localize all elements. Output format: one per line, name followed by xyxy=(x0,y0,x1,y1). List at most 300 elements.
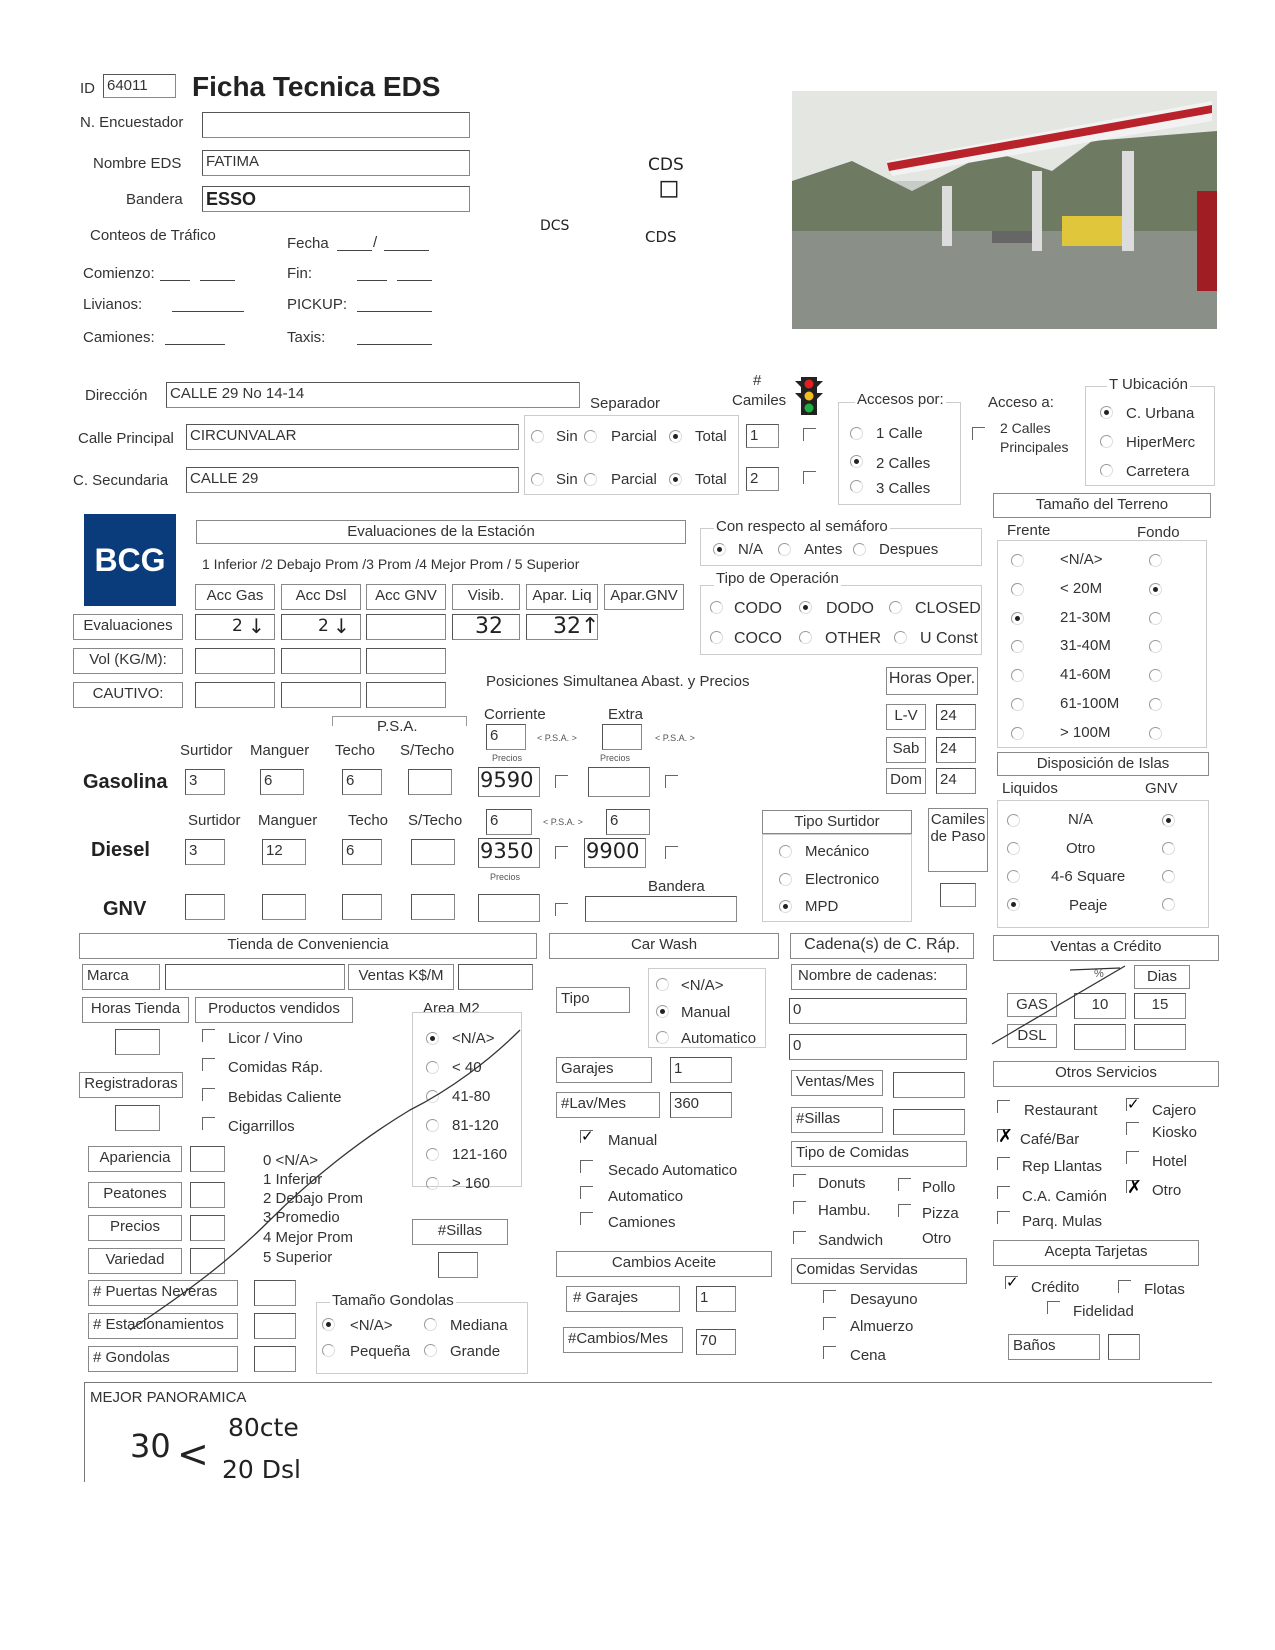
cambios-field[interactable]: 70 xyxy=(696,1329,736,1355)
secado-label: Secado Automatico xyxy=(608,1162,738,1179)
terreno-option-label: <N/A> xyxy=(1060,551,1103,568)
frente-radio-3[interactable] xyxy=(1011,640,1024,653)
acceso-2-calles-radio[interactable] xyxy=(850,455,863,468)
camion-label: C.A. Camión xyxy=(1022,1188,1108,1205)
handwriting-cds-1: CDS xyxy=(648,155,684,175)
terreno-option-label: 41-60M xyxy=(1060,666,1111,683)
gondola-pequena-radio[interactable] xyxy=(322,1344,335,1357)
acc-gnv-cautivo-field[interactable] xyxy=(366,682,446,708)
scale-item: 5 Superior xyxy=(263,1249,333,1266)
kiosko-checkbox[interactable] xyxy=(1126,1122,1139,1135)
secado-checkbox[interactable] xyxy=(580,1160,593,1173)
credito-dsl-dias-field[interactable] xyxy=(1134,1024,1186,1050)
carwash-na-label: <N/A> xyxy=(681,977,724,994)
islas-square-label: 4-6 Square xyxy=(1051,868,1126,885)
extra-label: Extra xyxy=(608,706,644,723)
traffic-light-icon xyxy=(793,375,825,417)
note-20dsl: 20 Dsl xyxy=(222,1455,301,1484)
op-codo-radio[interactable] xyxy=(710,601,723,614)
gondola-pequena-label: Pequeña xyxy=(350,1343,411,1360)
otros-otro-label: Otro xyxy=(1152,1182,1182,1199)
note-30: 30 xyxy=(130,1427,171,1465)
carwash-automatico-cb-label: Automatico xyxy=(608,1188,684,1205)
gas-techo-field[interactable]: 6 xyxy=(342,769,382,795)
terreno-fondo-label: Fondo xyxy=(1137,524,1180,541)
notes-label: MEJOR PANORAMICA xyxy=(90,1389,247,1406)
nombre-eds-field[interactable]: FATIMA xyxy=(202,150,470,176)
handwritten-strike-line xyxy=(990,962,1130,1047)
terreno-option-label: > 100M xyxy=(1060,724,1111,741)
lav-field[interactable]: 360 xyxy=(670,1092,732,1118)
acc-gas-eval-value: 2 xyxy=(232,616,243,636)
bcg-logo: BCG xyxy=(84,514,176,606)
terreno-header: Tamaño del Terreno xyxy=(993,493,1211,518)
dsl-extra-checkbox[interactable] xyxy=(665,846,678,859)
area-option-label: > 160 xyxy=(452,1175,490,1192)
bandera-gnv-label: Bandera xyxy=(648,878,705,895)
ventas-km-field[interactable] xyxy=(458,964,533,990)
desayuno-label: Desayuno xyxy=(850,1291,918,1308)
horas-dom-label: Dom xyxy=(886,768,926,794)
ubicacion-hipermerc-radio[interactable] xyxy=(1100,435,1113,448)
surtidor-mpd-label: MPD xyxy=(805,898,839,915)
camiles-title: Camiles xyxy=(732,392,787,409)
sandwich-label: Sandwich xyxy=(818,1232,884,1249)
calle-principal-label: Calle Principal xyxy=(78,430,174,447)
islas-liq-square-radio[interactable] xyxy=(1007,870,1020,883)
hambu-label: Hambu. xyxy=(818,1202,871,1219)
diesel-label: Diesel xyxy=(91,839,150,861)
carwash-manual-checkbox[interactable]: ✓ xyxy=(581,1128,594,1145)
handwriting-box: ◻ xyxy=(658,173,680,203)
credito-gas-pct-field[interactable]: 10 xyxy=(1074,993,1126,1019)
gas-stecho-field[interactable] xyxy=(408,769,452,795)
carwash-automatico-checkbox[interactable] xyxy=(580,1186,593,1199)
credito-gas-dias-field[interactable]: 15 xyxy=(1134,993,1186,1019)
gas-psa-small-1: < P.S.A. > xyxy=(537,733,577,743)
islas-liquidos-label: Liquidos xyxy=(1002,780,1058,797)
cigarrillos-label: Cigarrillos xyxy=(228,1118,295,1135)
dsl-precios-small: Precios xyxy=(490,872,521,882)
carwash-na-radio[interactable] xyxy=(656,978,669,991)
tarjetas-header: Acepta Tarjetas xyxy=(993,1240,1199,1266)
op-dodo-radio[interactable] xyxy=(799,601,812,614)
principal-parcial-radio[interactable] xyxy=(584,430,597,443)
secundaria-parcial-label: Parcial xyxy=(611,471,657,488)
secundaria-sin-radio[interactable] xyxy=(531,473,544,486)
fin-label: Fin: xyxy=(287,265,313,282)
tarjeta-fidelidad-label: Fidelidad xyxy=(1073,1303,1134,1320)
fondo-radio-2[interactable] xyxy=(1149,612,1162,625)
kiosko-label: Kiosko xyxy=(1152,1124,1198,1141)
precios-label: Precios xyxy=(88,1215,182,1241)
carwash-tipo-label: Tipo xyxy=(556,987,630,1013)
horas-sab-field[interactable]: 24 xyxy=(936,737,976,763)
islas-gnv-na-radio[interactable] xyxy=(1162,814,1175,827)
apariencia-label: Apariencia xyxy=(88,1146,182,1172)
secundaria-camiles-checkbox[interactable] xyxy=(803,471,816,484)
fondo-radio-6[interactable] xyxy=(1149,727,1162,740)
acceso-a-checkbox[interactable] xyxy=(972,427,985,440)
psa-label: P.S.A. xyxy=(377,718,418,735)
ubicacion-urbana-radio[interactable] xyxy=(1100,406,1113,419)
comidas-servidas-label: Comidas Servidas xyxy=(791,1258,967,1284)
row-vol-label: Vol (KG/M): xyxy=(73,648,183,674)
separador-title: Separador xyxy=(590,395,661,412)
acc-dsl-vol-field[interactable] xyxy=(281,648,361,674)
mulas-checkbox[interactable] xyxy=(997,1211,1010,1224)
cajero-checkbox[interactable]: ✓ xyxy=(1127,1096,1140,1113)
pollo-checkbox[interactable] xyxy=(898,1178,911,1191)
frente-radio-4[interactable] xyxy=(1011,669,1024,682)
dsl-stecho-field[interactable] xyxy=(411,839,455,865)
handwriting-dcs: DCS xyxy=(540,218,570,234)
cadenas-sillas-field[interactable] xyxy=(893,1109,965,1135)
licor-label: Licor / Vino xyxy=(228,1030,303,1047)
semaforo-despues-radio[interactable] xyxy=(853,543,866,556)
gondolas-field[interactable] xyxy=(254,1346,296,1372)
op-other-label: OTHER xyxy=(825,630,881,647)
islas-gnv-peaje-radio[interactable] xyxy=(1162,898,1175,911)
acc-dsl-cautivo-field[interactable] xyxy=(281,682,361,708)
area-label: Area M2 xyxy=(423,1000,480,1017)
gondolas-tamano-title: Tamaño Gondolas xyxy=(332,1292,454,1309)
credito-gas-label: GAS xyxy=(1007,993,1057,1017)
acceso-1-calle-radio[interactable] xyxy=(850,427,863,440)
scale-item: 1 Inferior xyxy=(263,1171,323,1188)
gnv-techo-field[interactable] xyxy=(342,894,382,920)
handwriting-cds-2: CDS xyxy=(645,228,677,246)
row-evaluaciones-label: Evaluaciones xyxy=(73,614,183,640)
gnv-surtidor-field[interactable] xyxy=(185,894,225,920)
marca-label: Marca xyxy=(82,964,160,990)
ventas-mes-field[interactable] xyxy=(893,1072,965,1098)
dsl-manguer-head: Manguer xyxy=(258,812,318,829)
frente-radio-6[interactable] xyxy=(1011,727,1024,740)
surtidor-mecanico-radio[interactable] xyxy=(779,845,792,858)
col-apar-gnv: Apar.GNV xyxy=(604,584,684,610)
acceso-1-calle-label: 1 Calle xyxy=(876,425,923,442)
tarjeta-fidelidad-checkbox[interactable] xyxy=(1047,1301,1060,1314)
arrow-down-icon: ↓ xyxy=(333,614,350,638)
op-closed-radio[interactable] xyxy=(889,601,902,614)
horas-dom-field[interactable]: 24 xyxy=(936,768,976,794)
gas-corriente-psa-field[interactable]: 6 xyxy=(486,724,526,750)
islas-gnv-label: GNV xyxy=(1145,780,1178,797)
pollo-label: Pollo xyxy=(922,1179,956,1196)
islas-peaje-label: Peaje xyxy=(1069,897,1108,914)
productos-label: Productos vendidos xyxy=(195,997,353,1023)
gnv-stecho-field[interactable] xyxy=(411,894,455,920)
aceite-garajes-label: # Garajes xyxy=(566,1286,680,1312)
almuerzo-checkbox[interactable] xyxy=(823,1317,836,1330)
principal-total-label: Total xyxy=(695,428,727,445)
cadenas-sillas-label: #Sillas xyxy=(791,1107,883,1133)
gnv-manguer-field[interactable] xyxy=(262,894,306,920)
aceite-header: Cambios Aceite xyxy=(556,1251,772,1277)
principal-parcial-label: Parcial xyxy=(611,428,657,445)
acceso-a-label: Acceso a: xyxy=(988,394,1054,411)
gas-manguer-head: Manguer xyxy=(250,742,310,759)
acc-gnv-vol-field[interactable] xyxy=(366,648,446,674)
carwash-header: Car Wash xyxy=(549,933,779,959)
principal-camiles-field[interactable]: 1 xyxy=(746,424,779,448)
aceite-garajes-field[interactable]: 1 xyxy=(696,1286,736,1312)
carwash-automatico-radio[interactable] xyxy=(656,1031,669,1044)
encuestador-label: N. Encuestador xyxy=(80,114,184,131)
handwritten-diagonal-line xyxy=(110,1020,530,1340)
dsl-precio-extra-value: 9900 xyxy=(586,839,640,863)
op-codo-label: CODO xyxy=(734,600,782,617)
gondola-grande-radio[interactable] xyxy=(424,1344,437,1357)
credito-pct-label: % xyxy=(1094,968,1104,980)
ventas-km-label: Ventas K$/M xyxy=(348,964,454,990)
id-label: ID xyxy=(80,80,95,97)
op-coco-radio[interactable] xyxy=(710,631,723,644)
ubicacion-carretera-label: Carretera xyxy=(1126,463,1190,480)
tipo-comidas-label: Tipo de Comidas xyxy=(791,1141,967,1167)
area-option-label: < 40 xyxy=(452,1059,482,1076)
acc-gas-cautivo-field[interactable] xyxy=(195,682,275,708)
mulas-label: Parq. Mulas xyxy=(1022,1213,1103,1230)
gnv-label: GNV xyxy=(103,898,147,920)
dsl-manguer-field[interactable]: 12 xyxy=(262,839,306,865)
principal-total-radio[interactable] xyxy=(669,430,682,443)
semaforo-antes-radio[interactable] xyxy=(778,543,791,556)
fondo-radio-5[interactable] xyxy=(1149,698,1162,711)
islas-liq-na-radio[interactable] xyxy=(1007,814,1020,827)
gas-manguer-field[interactable]: 6 xyxy=(260,769,304,795)
tienda-sillas-label: #Sillas xyxy=(412,1219,508,1245)
sandwich-checkbox[interactable] xyxy=(793,1231,806,1244)
secundaria-camiles-field[interactable]: 2 xyxy=(746,467,779,491)
islas-liq-peaje-radio[interactable] xyxy=(1007,898,1020,911)
garajes-field[interactable]: 1 xyxy=(670,1057,732,1083)
secundaria-parcial-radio[interactable] xyxy=(584,473,597,486)
posiciones-title: Posiciones Simultanea Abast. y Precios xyxy=(486,673,750,690)
col-visib: Visib. xyxy=(452,584,520,610)
taxis-label: Taxis: xyxy=(287,329,326,346)
otros-header: Otros Servicios xyxy=(993,1061,1219,1087)
frente-radio-2[interactable] xyxy=(1011,612,1024,625)
terreno-option-label: 21-30M xyxy=(1060,609,1111,626)
tipo-surtidor-header: Tipo Surtidor xyxy=(762,810,912,834)
restaurant-checkbox[interactable] xyxy=(997,1100,1010,1113)
camion-checkbox[interactable] xyxy=(997,1186,1010,1199)
livianos-label: Livianos: xyxy=(83,296,143,313)
marca-field[interactable] xyxy=(165,964,345,990)
fondo-radio-0[interactable] xyxy=(1149,554,1162,567)
frente-radio-5[interactable] xyxy=(1011,698,1024,711)
area-option-label: 121-160 xyxy=(452,1146,508,1163)
terreno-option-label: 61-100M xyxy=(1060,695,1120,712)
cena-checkbox[interactable] xyxy=(823,1346,836,1359)
gas-extra-psa-field[interactable] xyxy=(602,724,642,750)
gas-extra-checkbox[interactable] xyxy=(665,775,678,788)
operacion-title: Tipo de Operación xyxy=(716,570,839,587)
cajero-label: Cajero xyxy=(1152,1102,1197,1119)
cafe-checkbox[interactable]: ✗ xyxy=(998,1126,1014,1146)
acceso-a-opt1: 2 Calles xyxy=(1000,420,1051,436)
terreno-option-label: 31-40M xyxy=(1060,637,1111,654)
carwash-manual-label: Manual xyxy=(681,1004,731,1021)
garajes-label: Garajes xyxy=(556,1057,652,1083)
scale-item: 2 Debajo Prom xyxy=(263,1190,364,1207)
gnv-precio-field[interactable] xyxy=(478,894,540,922)
islas-header: Disposición de Islas xyxy=(997,752,1209,776)
apar-liq-eval-value: 32↑ xyxy=(553,614,600,639)
fondo-radio-1[interactable] xyxy=(1149,583,1162,596)
secundaria-total-radio[interactable] xyxy=(669,473,682,486)
corriente-label: Corriente xyxy=(484,706,546,723)
gnv-bandera-field[interactable] xyxy=(585,896,737,922)
islas-gnv-square-radio[interactable] xyxy=(1162,870,1175,883)
nombre-eds-label: Nombre EDS xyxy=(93,155,182,172)
acc-gnv-eval-field[interactable] xyxy=(366,614,446,640)
fondo-radio-4[interactable] xyxy=(1149,669,1162,682)
principal-camiles-checkbox[interactable] xyxy=(803,428,816,441)
bandera-field[interactable]: ESSO xyxy=(202,186,470,212)
dsl-surtidor-field[interactable]: 3 xyxy=(185,839,225,865)
nombre-cadenas-label: Nombre de cadenas: xyxy=(791,964,967,990)
op-closed-label: CLOSED xyxy=(915,600,981,617)
credito-dias-label: Dias xyxy=(1134,965,1190,989)
conteos-title: Conteos de Tráfico xyxy=(90,227,216,244)
islas-liq-otro-radio[interactable] xyxy=(1007,842,1020,855)
tarjeta-credito-checkbox[interactable]: ✓ xyxy=(1006,1274,1019,1291)
gondola-na-label: <N/A> xyxy=(350,1317,393,1334)
terreno-option-label: < 20M xyxy=(1060,580,1103,597)
horas-lv-field[interactable]: 24 xyxy=(936,704,976,730)
ventas-mes-label: Ventas/Mes xyxy=(791,1070,883,1096)
gasolina-label: Gasolina xyxy=(83,771,168,793)
gas-station-photo xyxy=(792,91,1217,329)
bandera-label: Bandera xyxy=(126,191,183,208)
camiles-paso-field[interactable] xyxy=(940,883,976,907)
desayuno-checkbox[interactable] xyxy=(823,1290,836,1303)
islas-otro-label: Otro xyxy=(1066,840,1096,857)
gas-corriente-checkbox[interactable] xyxy=(555,775,568,788)
direccion-field[interactable]: CALLE 29 No 14-14 xyxy=(166,382,580,408)
gondola-mediana-label: Mediana xyxy=(450,1317,508,1334)
ubicacion-carretera-radio[interactable] xyxy=(1100,464,1113,477)
banos-field[interactable] xyxy=(1108,1334,1140,1360)
puertas-label: # Puertas Neveras xyxy=(88,1280,238,1306)
frente-radio-1[interactable] xyxy=(1011,583,1024,596)
lav-label: #Lav/Mes xyxy=(556,1092,660,1118)
donuts-checkbox[interactable] xyxy=(793,1174,806,1187)
comidas-label: Comidas Ráp. xyxy=(228,1059,324,1076)
bebidas-label: Bebidas Caliente xyxy=(228,1089,342,1106)
dsl-psa-small: < P.S.A. > xyxy=(543,817,583,827)
arrow-down-icon: ↓ xyxy=(248,614,265,638)
surtidor-electronico-radio[interactable] xyxy=(779,873,792,886)
dsl-corriente-checkbox[interactable] xyxy=(555,846,568,859)
gas-precio-extra-field[interactable] xyxy=(588,767,650,797)
surtidor-mpd-radio[interactable] xyxy=(779,900,792,913)
llantas-label: Rep Llantas xyxy=(1022,1158,1103,1175)
otros-otro-checkbox[interactable]: ✗ xyxy=(1127,1177,1143,1197)
calle-principal-field[interactable]: CIRCUNVALAR xyxy=(186,424,519,450)
id-field[interactable]: 64011 xyxy=(103,74,176,98)
estacionamientos-label: # Estacionamientos xyxy=(88,1313,238,1339)
carwash-camiones-checkbox[interactable] xyxy=(580,1212,593,1225)
islas-gnv-otro-radio[interactable] xyxy=(1162,842,1175,855)
op-other-radio[interactable] xyxy=(799,631,812,644)
cadenas-header: Cadena(s) de C. Ráp. xyxy=(790,933,974,959)
acc-gas-vol-field[interactable] xyxy=(195,648,275,674)
cadena-field-2[interactable]: 0 xyxy=(789,1034,967,1060)
islas-na-label: N/A xyxy=(1068,811,1094,828)
col-acc-gnv: Acc GNV xyxy=(366,584,446,610)
col-apar-liq: Apar. Liq xyxy=(526,584,598,610)
area-option-label: 81-120 xyxy=(452,1117,499,1134)
accesos-title: Accesos por: xyxy=(857,391,944,408)
ubicacion-title: T Ubicación xyxy=(1109,376,1188,393)
fondo-radio-3[interactable] xyxy=(1149,640,1162,653)
acceso-a-opt2: Principales xyxy=(1000,439,1069,455)
calle-secundaria-label: C. Secundaria xyxy=(73,472,169,489)
cadena-field-1[interactable]: 0 xyxy=(789,998,967,1024)
frente-radio-0[interactable] xyxy=(1011,554,1024,567)
fecha-label: Fecha xyxy=(287,235,329,252)
semaforo-title: Con respecto al semáforo xyxy=(716,518,888,535)
llantas-checkbox[interactable] xyxy=(997,1157,1010,1170)
hotel-checkbox[interactable] xyxy=(1126,1151,1139,1164)
op-uconst-label: U Const xyxy=(920,630,978,647)
secundaria-sin-label: Sin xyxy=(556,471,578,488)
dsl-corriente-psa-field[interactable]: 6 xyxy=(486,809,532,835)
principal-sin-radio[interactable] xyxy=(531,430,544,443)
dsl-techo-field[interactable]: 6 xyxy=(342,839,382,865)
dsl-surtidor-head: Surtidor xyxy=(188,812,241,829)
semaforo-antes-label: Antes xyxy=(804,541,843,558)
area-option-label: 41-80 xyxy=(452,1088,491,1105)
dsl-stecho-head: S/Techo xyxy=(408,812,463,829)
gondola-grande-label: Grande xyxy=(450,1343,501,1360)
evaluaciones-scale: 1 Inferior /2 Debajo Prom /3 Prom /4 Mejor Prom / 5 Superior xyxy=(202,556,580,572)
tarjeta-credito-label: Crédito xyxy=(1031,1279,1080,1296)
gas-precio-corriente-value: 9590 xyxy=(480,768,534,792)
gnv-checkbox[interactable] xyxy=(555,903,568,916)
calle-secundaria-field[interactable]: CALLE 29 xyxy=(186,467,519,493)
semaforo-na-radio[interactable] xyxy=(713,543,726,556)
carwash-manual-radio[interactable] xyxy=(656,1005,669,1018)
page-title: Ficha Tecnica EDS xyxy=(192,71,441,102)
gas-surtidor-head: Surtidor xyxy=(180,742,233,759)
encuestador-field[interactable] xyxy=(202,112,470,138)
camiles-paso-header: Camiles de Paso xyxy=(928,808,988,872)
dsl-extra-psa-field[interactable]: 6 xyxy=(606,809,650,835)
registradoras-label: Registradoras xyxy=(79,1072,183,1098)
op-coco-label: COCO xyxy=(734,630,782,647)
peatones-label: Peatones xyxy=(88,1182,182,1208)
tarjeta-flotas-checkbox[interactable] xyxy=(1118,1280,1131,1293)
cadenas-otro-label: Otro xyxy=(922,1230,952,1247)
pizza-checkbox[interactable] xyxy=(898,1204,911,1217)
gas-surtidor-field[interactable]: 3 xyxy=(185,769,225,795)
acceso-2-calles-label: 2 Calles xyxy=(876,455,931,472)
cafe-label: Café/Bar xyxy=(1020,1131,1080,1148)
acceso-3-calles-radio[interactable] xyxy=(850,480,863,493)
principal-sin-label: Sin xyxy=(556,428,578,445)
terreno-frente-label: Frente xyxy=(1007,522,1051,539)
row-cautivo-label: CAUTIVO: xyxy=(73,682,183,708)
hambu-checkbox[interactable] xyxy=(793,1201,806,1214)
op-uconst-radio[interactable] xyxy=(894,631,907,644)
restaurant-label: Restaurant xyxy=(1024,1102,1098,1119)
col-acc-gas: Acc Gas xyxy=(195,584,275,610)
